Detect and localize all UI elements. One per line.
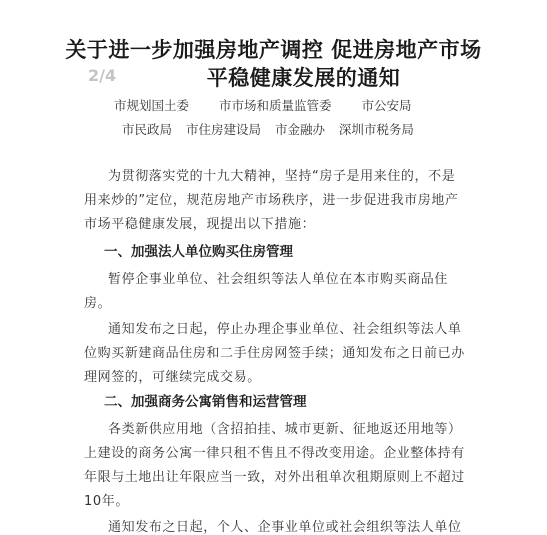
section-1-line: 通知发布之日起，停止办理企事业单位、社会组织等法人单 <box>108 322 462 337</box>
intro-paragraph-line: 为贯彻落实党的十九大精神，坚持“房子是用来住的，不是 <box>108 169 456 184</box>
section-heading-1: 一、加强法人单位购买住房管理 <box>104 244 293 260</box>
intro-paragraph-line: 市场平稳健康发展，现提出以下措施： <box>84 217 316 232</box>
section-1-line: 房。 <box>84 296 112 311</box>
intro-paragraph-line: 用来炒的”定位，规范房地产市场秩序，进一步促进我市房地产 <box>84 193 459 208</box>
section-1-line: 理网签的，可继续完成交易。 <box>84 370 261 385</box>
section-1-line: 位购买新建商品住房和二手住房网签手续；通知发布之日前已办 <box>84 346 465 361</box>
section-2-line: 10年。 <box>84 494 129 509</box>
section-heading-2: 二、加强商务公寓销售和运营管理 <box>104 394 307 410</box>
section-2-line: 年限与土地出让年限应当一致，对外出租单次租期原则上不超过 <box>84 470 465 485</box>
section-2-line: 通知发布之日起，个人、企事业单位或社会组织等法人单位 <box>108 520 462 535</box>
page-indicator: 2/4 <box>88 66 117 85</box>
document-title-line-2: 平稳健康发展的通知 <box>206 65 401 90</box>
issuing-departments-line-2: 市民政局 市住房建设局 市金融办 深圳市税务局 <box>122 122 414 137</box>
section-2-line: 上建设的商务公寓一律只租不售且不得改变用途。企业整体持有 <box>84 446 465 461</box>
document-title-line-1: 关于进一步加强房地产调控 促进房地产市场 <box>65 37 482 62</box>
section-1-line: 暂停企事业单位、社会组织等法人单位在本市购买商品住 <box>108 272 449 287</box>
section-2-line: 各类新供应用地（含招拍挂、城市更新、征地返还用地等） <box>108 422 462 437</box>
issuing-departments-line-1: 市规划国土委 市市场和质量监管委 市公安局 <box>114 98 412 113</box>
